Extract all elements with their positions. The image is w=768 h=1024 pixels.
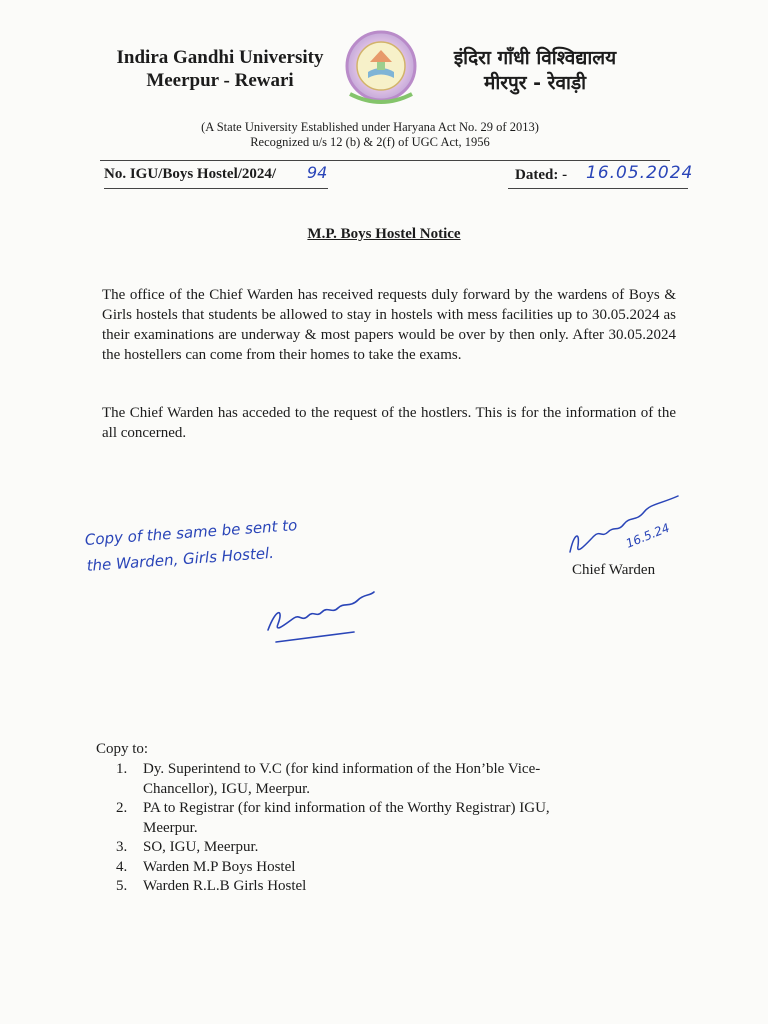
reference-divider-left xyxy=(104,188,328,189)
notice-paragraph-2: The Chief Warden has acceded to the request of the hostlers. This is for the information of the all concerned. xyxy=(102,405,676,441)
date-label: Dated: - xyxy=(515,167,568,183)
reference-number-handwritten: 94 xyxy=(307,163,328,182)
date-handwritten: 16.05.2024 xyxy=(586,163,694,183)
university-name-hindi: इंदिरा गाँधी विश्विद्यालय मीरपुर - रेवाड़ी xyxy=(453,47,617,94)
list-item: 3. SO, IGU, Meerpur. xyxy=(116,839,259,855)
chief-warden-signature xyxy=(566,490,686,560)
university-emblem-icon xyxy=(340,28,422,106)
handwritten-copy-note: Copy of the same be sent to the Warden, Girls Hostel. xyxy=(84,516,298,575)
list-item: 2. PA to Registrar (for kind information of the Worthy Registrar) IGU, Meerpur. xyxy=(116,800,550,836)
copy-to-list xyxy=(116,760,656,897)
notice-title: M.P. Boys Hostel Notice xyxy=(307,226,461,242)
handwritten-signature-left xyxy=(258,578,378,650)
list-item: 4. Warden M.P Boys Hostel xyxy=(116,858,296,875)
signature-date: 16.5.24 xyxy=(623,520,672,551)
list-item: 1. Dy. Superintend to V.C (for kind information of the Hon’ble Vice- Chancellor), IGU, Meerpur. xyxy=(116,761,541,797)
establishment-note: (A State University Established under Haryana Act No. 29 of 2013) Recognized u/s 12 (b) & 2(f) of UGC Act, 1956 xyxy=(201,120,539,149)
chief-warden-designation: Chief Warden xyxy=(572,562,656,578)
header-divider-top xyxy=(100,160,670,161)
copy-to-label: Copy to: xyxy=(96,741,149,757)
notice-paragraph-1: The office of the Chief Warden has received requests duly forward by the wardens of Boys & Girls hostels that students be allowed to stay in hostels with mess facilities up to 30.05.2024 as their examinations are underway & most papers would be over by then only. After 30.05.2024 the hostellers can come from their homes to take the exams. xyxy=(102,287,676,363)
university-name-english: Indira Gandhi University Meerpur - Rewari xyxy=(116,47,324,91)
list-item: 5. Warden R.L.B Girls Hostel xyxy=(116,878,307,894)
reference-divider-right xyxy=(508,188,688,189)
reference-number-label: No. IGU/Boys Hostel/2024/ xyxy=(104,166,277,182)
